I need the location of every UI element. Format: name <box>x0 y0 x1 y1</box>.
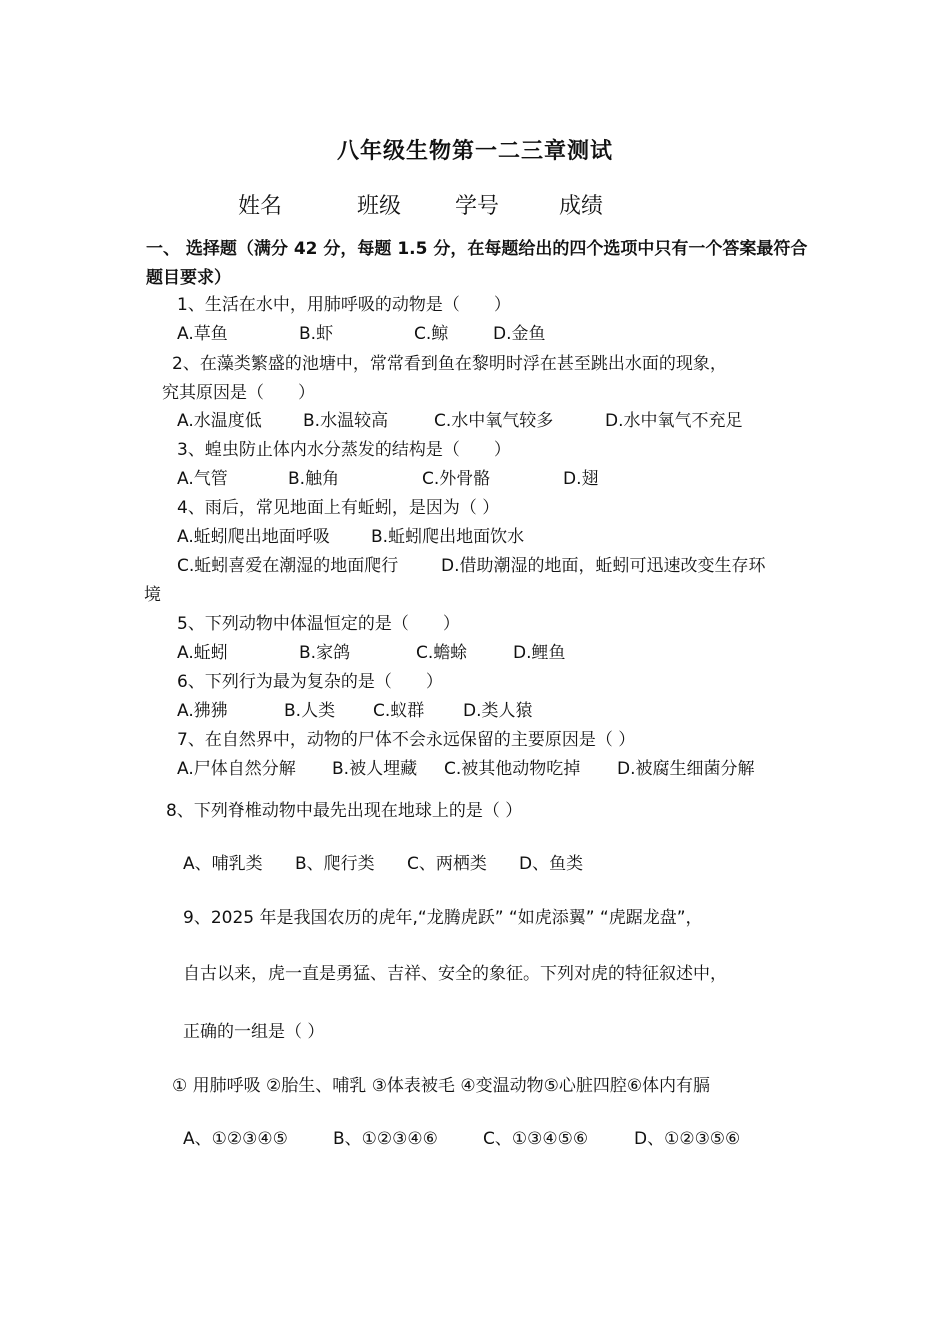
name-field-label: 姓名 <box>238 194 283 219</box>
option-c: C.水中氧气较多 <box>434 411 554 431</box>
question-9-stem-line-1: 9、2025 年是我国农历的虎年,“龙腾虎跃” “如虎添翼” “虎踞龙盘”， <box>183 908 703 928</box>
question-2-stem-line-2: 究其原因是（ ） <box>162 383 315 403</box>
class-field-label: 班级 <box>357 194 402 219</box>
option-b: B.虾 <box>299 324 334 344</box>
option-b: B.水温较高 <box>303 411 389 431</box>
option-d: D、鱼类 <box>519 854 584 874</box>
option-b: B.被人埋藏 <box>332 759 418 779</box>
option-a: A.蚯蚓 <box>177 643 228 663</box>
option-a: A、哺乳类 <box>183 854 263 874</box>
page-title: 八年级生物第一二三章测试 <box>336 139 613 164</box>
question-9-statements: ① 用肺呼吸 ②胎生、哺乳 ③体表被毛 ④变温动物⑤心脏四腔⑥体内有膈 <box>172 1076 711 1096</box>
option-b: B.蚯蚓爬出地面饮水 <box>371 527 525 547</box>
option-c: C.鲸 <box>414 324 449 344</box>
question-4-option-d-wrap: 境 <box>144 585 161 605</box>
student-id-field-label: 学号 <box>455 194 500 219</box>
score-field-label: 成绩 <box>559 194 604 219</box>
question-9-stem-line-2: 自古以来，虎一直是勇猛、吉祥、安全的象征。下列对虎的特征叙述中， <box>183 964 727 984</box>
question-2-stem-line-1: 2、在藻类繁盛的池塘中，常常看到鱼在黎明时浮在甚至跳出水面的现象， <box>172 354 727 374</box>
option-c: C、两栖类 <box>407 854 487 874</box>
question-7-stem: 7、在自然界中，动物的尸体不会永远保留的主要原因是（ ） <box>177 730 636 750</box>
option-c: C、①③④⑤⑥ <box>483 1129 589 1149</box>
option-b: B、①②③④⑥ <box>333 1129 438 1149</box>
option-a: A.水温度低 <box>177 411 262 431</box>
option-d: D、①②③⑤⑥ <box>634 1129 741 1149</box>
question-1-stem: 1、生活在水中，用肺呼吸的动物是（ ） <box>177 295 511 315</box>
option-d: D.被腐生细菌分解 <box>617 759 755 779</box>
option-a: A.尸体自然分解 <box>177 759 296 779</box>
question-6-stem: 6、下列行为最为复杂的是（ ） <box>177 672 443 692</box>
option-d: D.借助潮湿的地面，蚯蚓可迅速改变生存环 <box>441 556 766 576</box>
option-d: D.鲤鱼 <box>513 643 566 663</box>
option-c: C.蚯蚓喜爱在潮湿的地面爬行 <box>177 556 399 576</box>
option-b: B.家鸽 <box>299 643 351 663</box>
question-8-stem: 8、下列脊椎动物中最先出现在地球上的是（ ） <box>166 801 523 821</box>
question-5-stem: 5、下列动物中体温恒定的是（ ） <box>177 614 460 634</box>
option-a: A.狒狒 <box>177 701 228 721</box>
option-c: C.蚁群 <box>373 701 425 721</box>
option-c: C.外骨骼 <box>422 469 491 489</box>
option-b: B、爬行类 <box>295 854 375 874</box>
option-d: D.翅 <box>563 469 599 489</box>
option-a: A.蚯蚓爬出地面呼吸 <box>177 527 330 547</box>
option-c: C.被其他动物吃掉 <box>444 759 581 779</box>
option-d: D.水中氧气不充足 <box>605 411 743 431</box>
option-b: B.触角 <box>288 469 340 489</box>
option-a: A、①②③④⑤ <box>183 1129 288 1149</box>
section-heading: 一、 选择题（满分 42 分，每题 1.5 分，在每题给出的四个选项中只有一个答案最符合题目要求） <box>146 239 808 288</box>
option-b: B.人类 <box>284 701 336 721</box>
option-d: D.类人猿 <box>463 701 533 721</box>
option-d: D.金鱼 <box>493 324 546 344</box>
question-4-stem: 4、雨后，常见地面上有蚯蚓，是因为（ ） <box>177 498 500 518</box>
option-a: A.草鱼 <box>177 324 228 344</box>
option-c: C.蟾蜍 <box>416 643 468 663</box>
question-9-stem-line-3: 正确的一组是（ ） <box>183 1022 325 1042</box>
option-a: A.气管 <box>177 469 228 489</box>
question-3-stem: 3、蝗虫防止体内水分蒸发的结构是（ ） <box>177 440 511 460</box>
